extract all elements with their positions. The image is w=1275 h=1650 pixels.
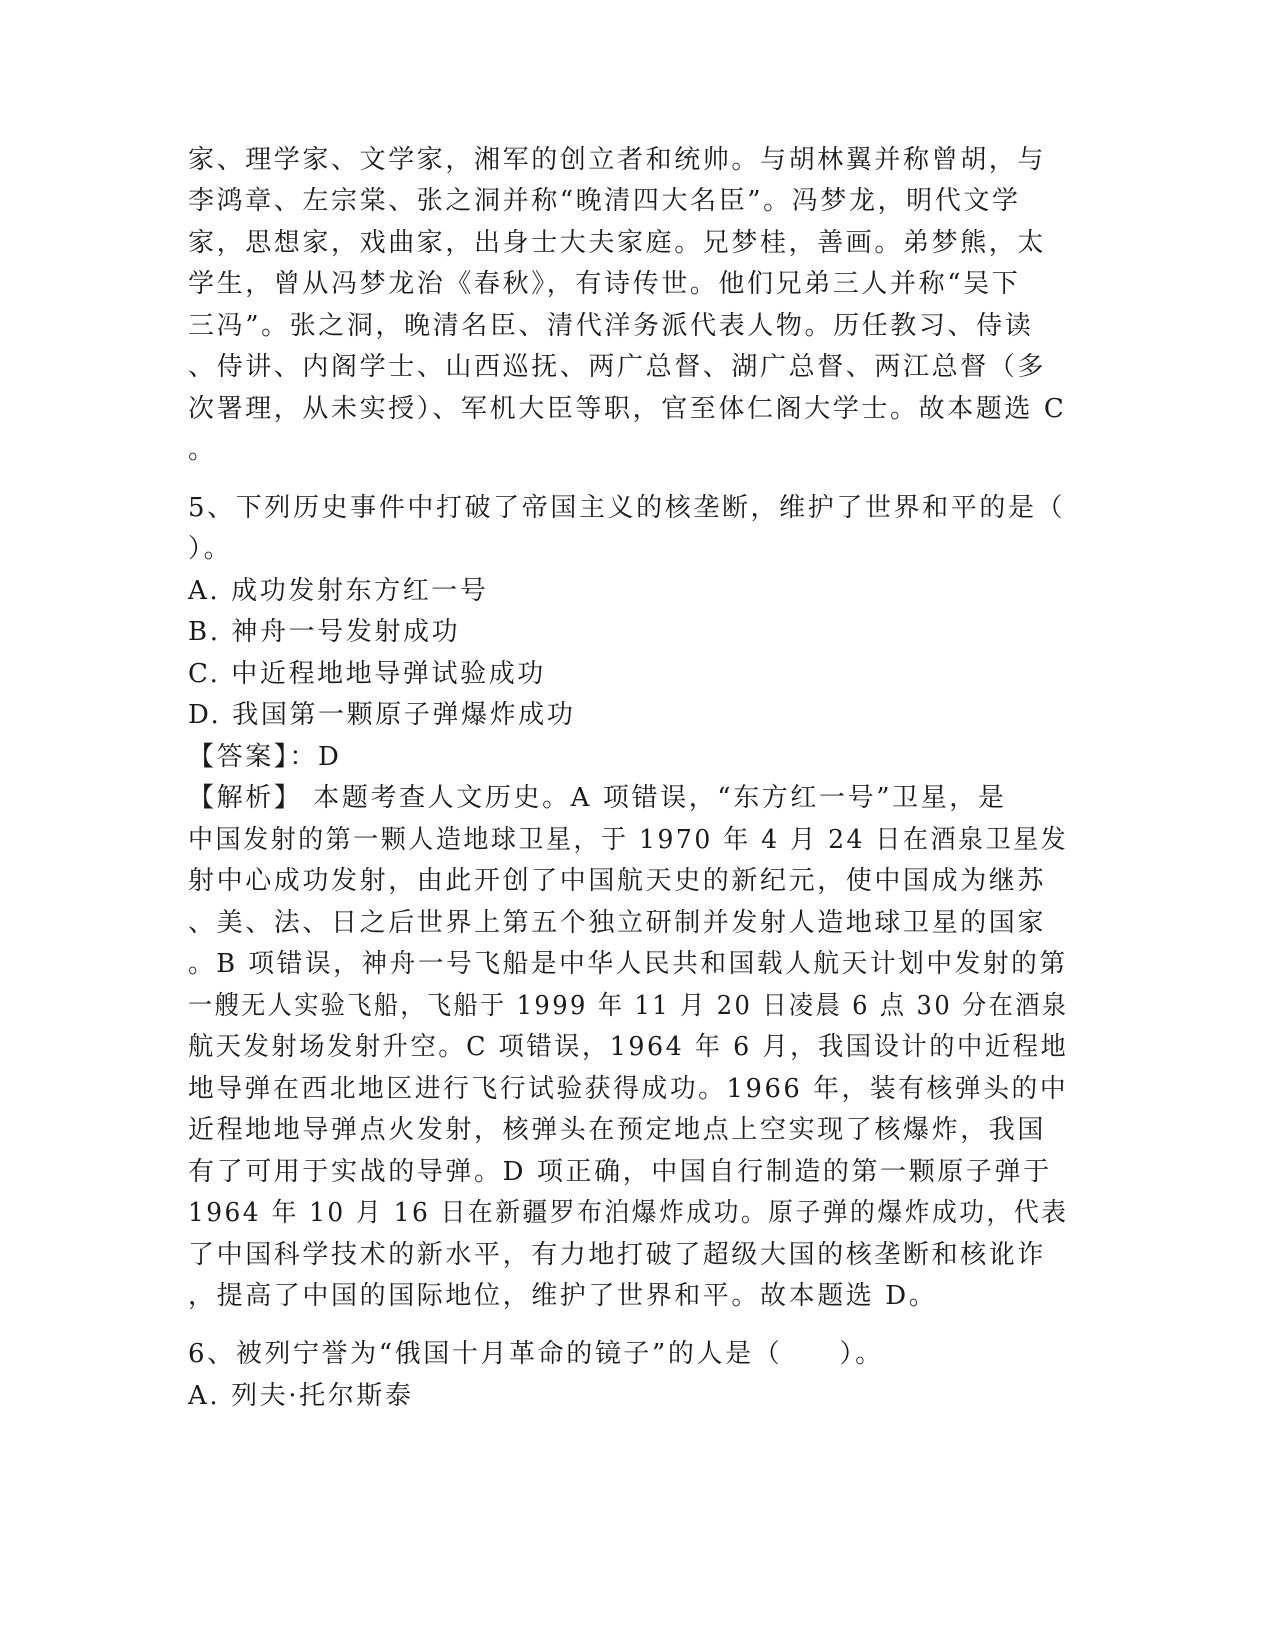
text-line: 家，思想家，戏曲家，出身士大夫家庭。兄梦桂，善画。弟梦熊，太 (188, 228, 1047, 258)
option-a: A. 成功发射东方红一号 (188, 576, 489, 606)
text-line: 三冯”。张之洞，晚清名臣、清代洋务派代表人物。历任教习、侍读 (188, 311, 1034, 341)
text-line: 学生，曾从冯梦龙治《春秋》，有诗传世。他们兄弟三人并称“吴下 (188, 269, 1021, 299)
analysis-line: 、美、法、日之后世界上第五个独立研制并发射人造地球卫星的国家 (188, 908, 1047, 938)
analysis-line: 了中国科学技术的新水平，有力地打破了超级大国的核垄断和核讹诈 (188, 1240, 1047, 1270)
text-line: 。 (188, 435, 217, 465)
analysis-line: 【解析】 本题考查人文历史。A 项错误，“东方红一号”卫星，是 (188, 783, 1007, 813)
text-line: 、侍讲、内阁学士、山西巡抚、两广总督、湖广总督、两江总督（多 (188, 352, 1047, 382)
question-stem: ）。 (188, 534, 233, 564)
option-c: C. 中近程地地导弹试验成功 (188, 659, 546, 689)
analysis-line: 地导弹在西北地区进行飞行试验获得成功。1966 年，装有核弹头的中 (188, 1074, 1069, 1104)
question-stem: 5、下列历史事件中打破了帝国主义的核垄断，维护了世界和平的是（ (188, 493, 1066, 523)
analysis-line: 射中心成功发射，由此开创了中国航天史的新纪元，使中国成为继苏 (188, 866, 1047, 896)
question-stem: 6、被列宁誉为“俄国十月革命的镜子”的人是（ ）。 (188, 1339, 884, 1369)
option-d: D. 我国第一颗原子弹爆炸成功 (188, 700, 576, 730)
analysis-line: 有了可用于实战的导弹。D 项正确，中国自行制造的第一颗原子弹于 (188, 1157, 1052, 1187)
answer-line: 【答案】：D (188, 742, 342, 772)
text-line: 家、理学家、文学家，湘军的创立者和统帅。与胡林翼并称曾胡，与 (188, 145, 1047, 175)
option-a: A. 列夫·托尔斯泰 (188, 1381, 414, 1411)
document-page (188, 0, 1068, 1650)
option-b: B. 神舟一号发射成功 (188, 617, 461, 647)
analysis-line: 。B 项错误，神舟一号飞船是中华人民共和国载人航天计划中发射的第 (188, 949, 1068, 979)
text-line: 李鸿章、左宗棠、张之洞并称“晚清四大名臣”。冯梦龙，明代文学 (188, 186, 1021, 216)
analysis-line: 中国发射的第一颗人造地球卫星，于 1970 年 4 月 24 日在酒泉卫星发 (188, 825, 1069, 855)
analysis-line: 1964 年 10 月 16 日在新疆罗布泊爆炸成功。原子弹的爆炸成功，代表 (188, 1198, 1069, 1228)
analysis-line: 一艘无人实验飞船，飞船于 1999 年 11 月 20 日凌晨 6 点 30 分在酒泉 (188, 991, 1069, 1021)
text-line: 次署理，从未实授）、军机大臣等职，官至体仁阁大学士。故本题选 C (188, 394, 1067, 424)
analysis-line: 航天发射场发射升空。C 项错误，1964 年 6 月，我国设计的中近程地 (188, 1032, 1069, 1062)
analysis-line: ，提高了中国的国际地位，维护了世界和平。故本题选 D。 (188, 1281, 938, 1311)
analysis-line: 近程地地导弹点火发射，核弹头在预定地点上空实现了核爆炸，我国 (188, 1115, 1047, 1145)
